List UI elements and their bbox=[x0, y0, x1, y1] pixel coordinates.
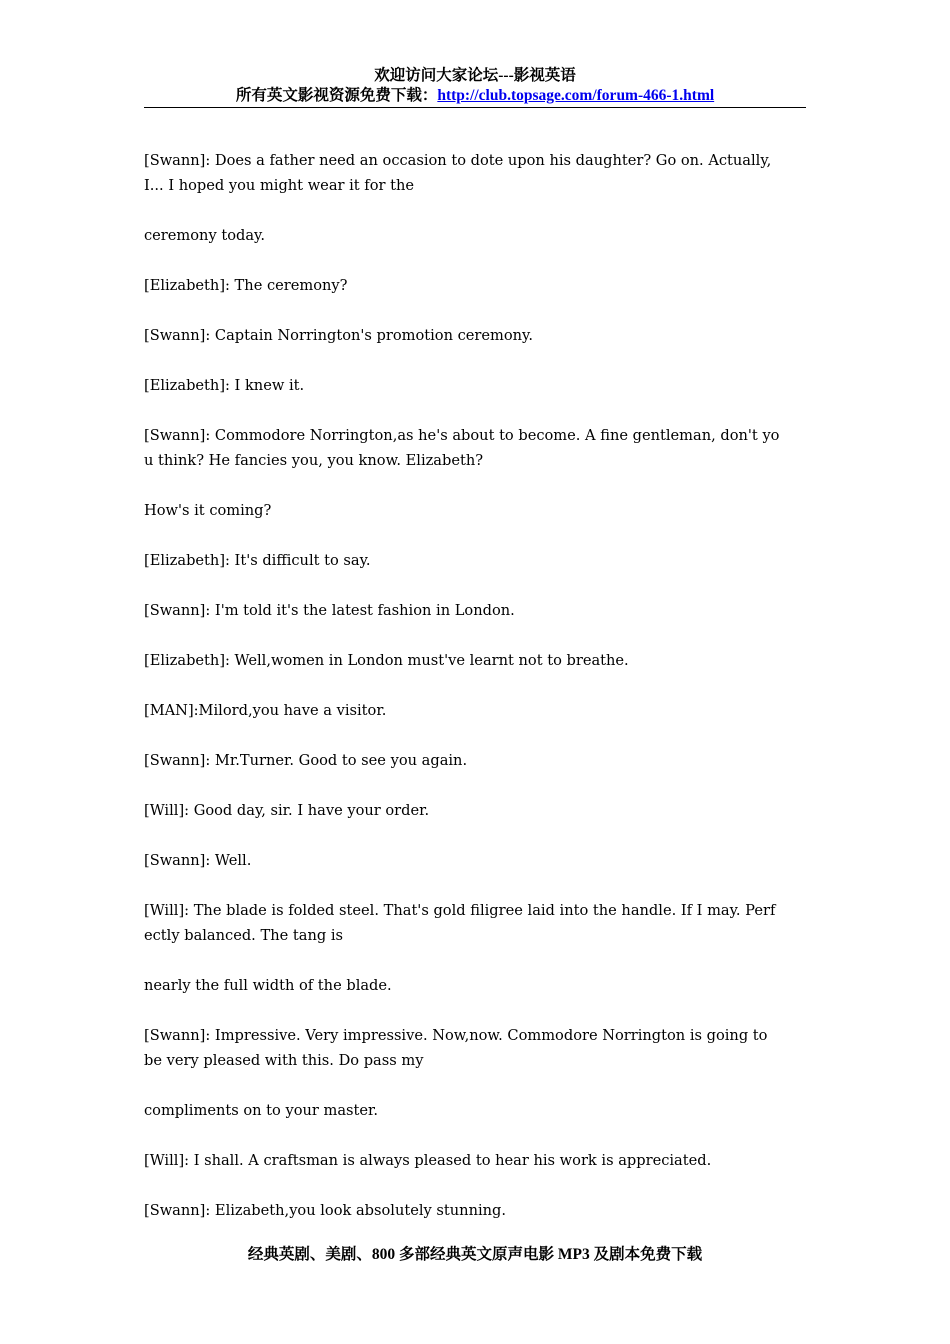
dialogue-line: [Elizabeth]: It's difficult to say. bbox=[144, 552, 371, 569]
dialogue-line: [Swann]: Captain Norrington's promotion ceremony. bbox=[144, 327, 533, 344]
dialogue-line: [Will]: Good day, sir. I have your order. bbox=[144, 802, 430, 819]
page-header bbox=[144, 66, 806, 108]
dialogue-line: [Swann]: Impressive. Very impressive. Now,now. Commodore Norrington is going to be very pleased with this. Do pass my bbox=[144, 1027, 768, 1069]
dialogue-line: [Swann]: Elizabeth,you look absolutely stunning. bbox=[144, 1202, 507, 1219]
dialogue-line: nearly the full width of the blade. bbox=[144, 977, 392, 994]
dialogue-line: [Elizabeth]: I knew it. bbox=[144, 377, 305, 394]
dialogue-line: [Swann]: Mr.Turner. Good to see you again. bbox=[144, 752, 468, 769]
dialogue-line: compliments on to your master. bbox=[144, 1102, 379, 1119]
page-footer: 经典英剧、美剧、800 多部经典英文原声电影 MP3 及剧本免费下载 bbox=[247, 1246, 703, 1263]
header-title: 欢迎访问大家论坛---影视英语 bbox=[374, 67, 576, 84]
dialogue-line: [Swann]: I'm told it's the latest fashion in London. bbox=[144, 602, 515, 619]
header-subtitle-text: 所有英文影视资源免费下载： bbox=[235, 87, 438, 104]
dialogue-line: [Elizabeth]: The ceremony? bbox=[144, 277, 348, 294]
dialogue-line: How's it coming? bbox=[144, 502, 272, 519]
dialogue-line: [Swann]: Commodore Norrington,as he's about to become. A fine gentleman, don't yo u think? He fancies you, you know. Elizabeth? bbox=[144, 427, 780, 469]
dialogue-line: [Swann]: Well. bbox=[144, 852, 252, 869]
dialogue-line: [Will]: I shall. A craftsman is always pleased to hear his work is appreciated. bbox=[144, 1152, 712, 1169]
script-content bbox=[144, 148, 808, 1248]
dialogue-line: [Elizabeth]: Well,women in London must've learnt not to breathe. bbox=[144, 652, 629, 669]
dialogue-line: [Will]: The blade is folded steel. That's gold filigree laid into the handle. If I may. Perf ectly balanced. The tang is bbox=[144, 902, 776, 944]
dialogue-line: ceremony today. bbox=[144, 227, 265, 244]
dialogue-line: [Swann]: Does a father need an occasion to dote upon his daughter? Go on. Actually, I... I hoped you might wear it for the bbox=[144, 152, 772, 194]
dialogue-line: [MAN]:Milord,you have a visitor. bbox=[144, 702, 387, 719]
forum-link[interactable]: http://club.topsage.com/forum-466-1.html bbox=[437, 87, 715, 104]
header-subtitle bbox=[144, 86, 806, 108]
